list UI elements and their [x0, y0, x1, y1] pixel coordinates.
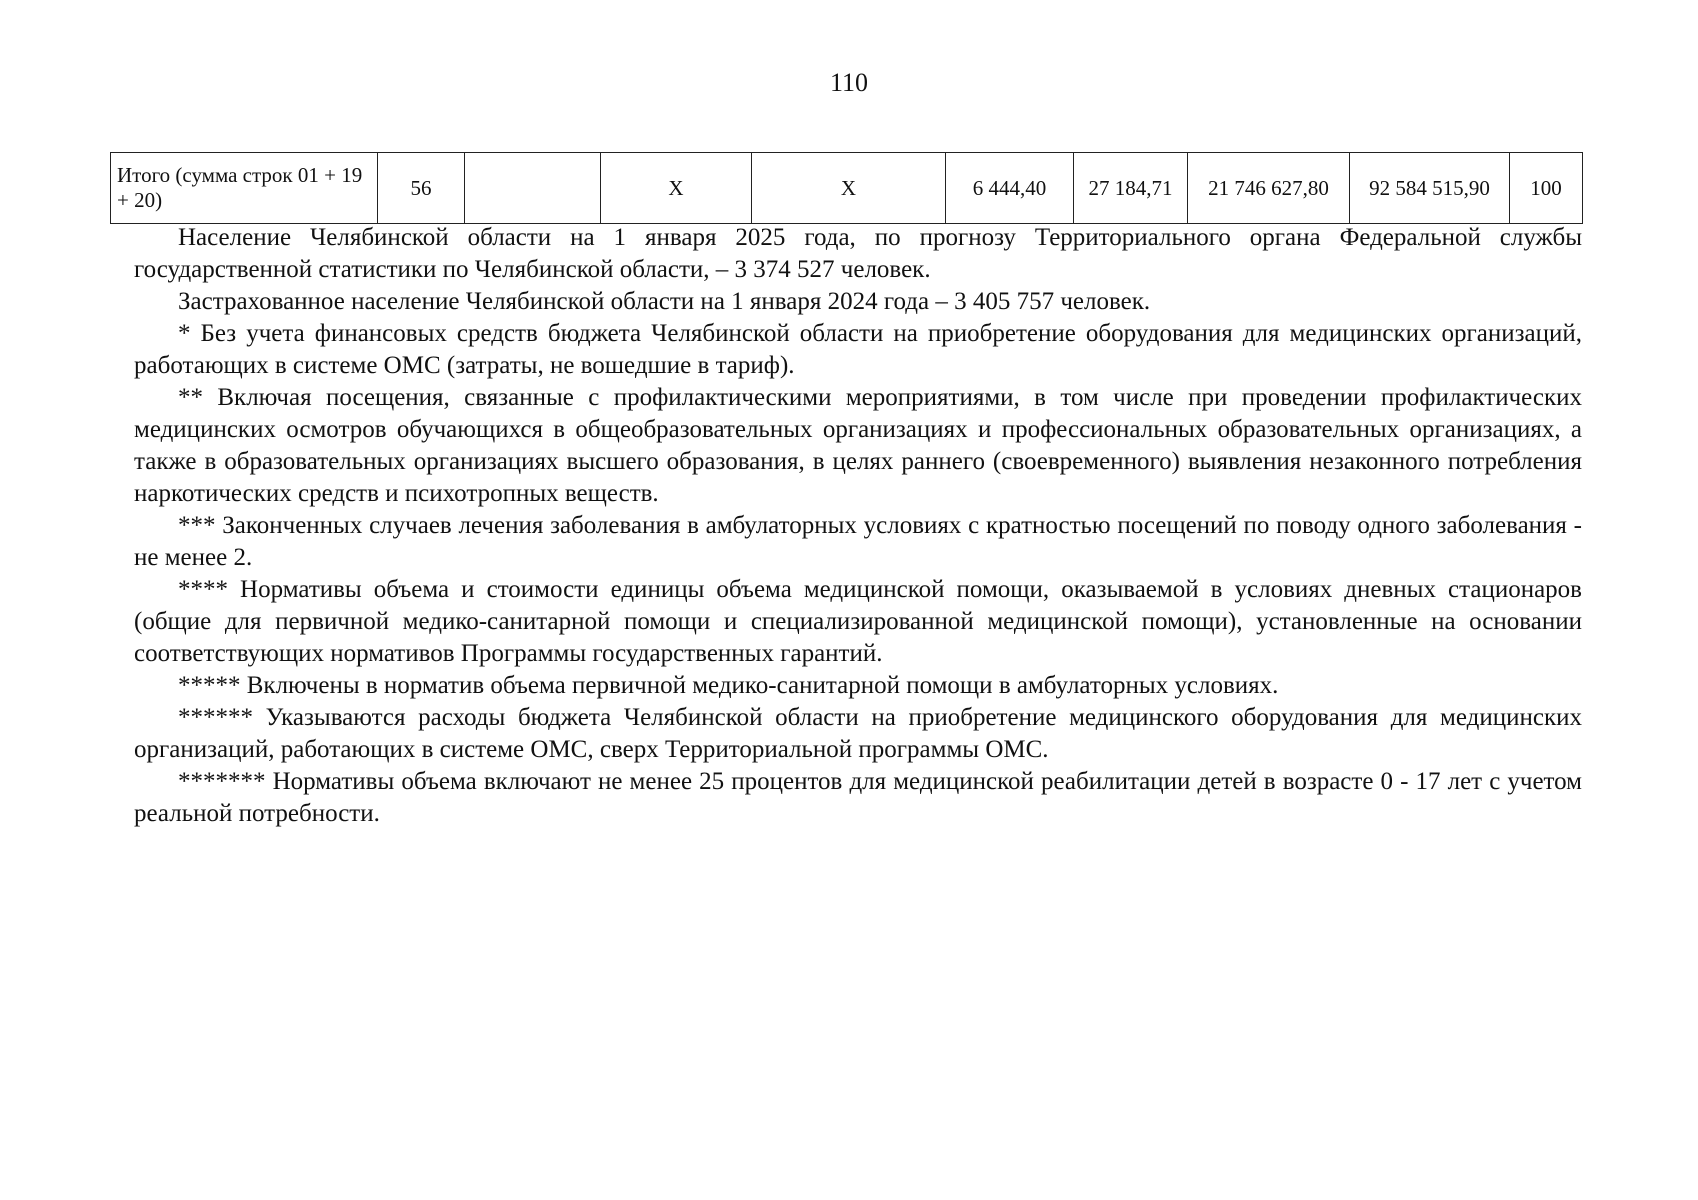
percent-cell: 100 [1510, 153, 1583, 224]
note-footnote-4: **** Нормативы объема и стоимости единицы объема медицинской помощи, оказываемой в условиях дневных стационаров (общие для первичной медико-санитарной помощи и специализированной медицинской помощи), установленные на основании соответствующих нормативов Программы государственных гарантий. [134, 576, 1582, 667]
note-footnote-2: ** Включая посещения, связанные с профилактическими мероприятиями, в том числе при проведении профилактических медицинских осмотров обучающихся в общеобразовательных организациях и профессиональных образовательных организациях, а также в образовательных организациях высшего образования, в целях раннего (своевременного) выявления незаконного потребления наркотических средств и психотропных веществ. [134, 384, 1582, 507]
note-footnote-1: * Без учета финансовых средств бюджета Челябинской области на приобретение оборудования для медицинских организаций, работающих в системе ОМС (затраты, не вошедшие в тариф). [134, 320, 1582, 379]
note-footnote-3: *** Законченных случаев лечения заболевания в амбулаторных условиях с кратностью посещений по поводу одного заболевания - не менее 2. [134, 512, 1582, 571]
value-cell-1: 6 444,40 [946, 153, 1074, 224]
note-footnote-6: ****** Указываются расходы бюджета Челябинской области на приобретение медицинского оборудования для медицинских организаций, работающих в системе ОМС, сверх Территориальной программы ОМС. [134, 704, 1582, 763]
note-footnote-5: ***** Включены в норматив объема первичной медико-санитарной помощи в амбулаторных условиях. [178, 672, 1279, 699]
note-population: Население Челябинской области на 1 января 2025 года, по прогнозу Территориального органа Федеральной службы государственной статистики по Челябинской области, – 3 374 527 человек. [134, 224, 1582, 283]
notes-section [134, 222, 1582, 830]
row-label-cell: Итого (сумма строк 01 + 19 + 20) [111, 153, 378, 224]
row-code-cell: 56 [378, 153, 465, 224]
page-number: 110 [829, 68, 869, 97]
value-cell-4: 92 584 515,90 [1350, 153, 1510, 224]
empty-cell [465, 153, 601, 224]
x-cell-1: Х [601, 153, 752, 224]
x-cell-2: Х [752, 153, 946, 224]
note-insured-population: Застрахованное население Челябинской области на 1 января 2024 года – 3 405 757 человек. [178, 288, 1151, 315]
table-row-total [111, 153, 1583, 224]
value-cell-3: 21 746 627,80 [1188, 153, 1350, 224]
note-footnote-7: ******* Нормативы объема включают не менее 25 процентов для медицинской реабилитации детей в возрасте 0 - 17 лет с учетом реальной потребности. [134, 768, 1582, 827]
value-cell-2: 27 184,71 [1074, 153, 1188, 224]
summary-table [110, 152, 1583, 224]
